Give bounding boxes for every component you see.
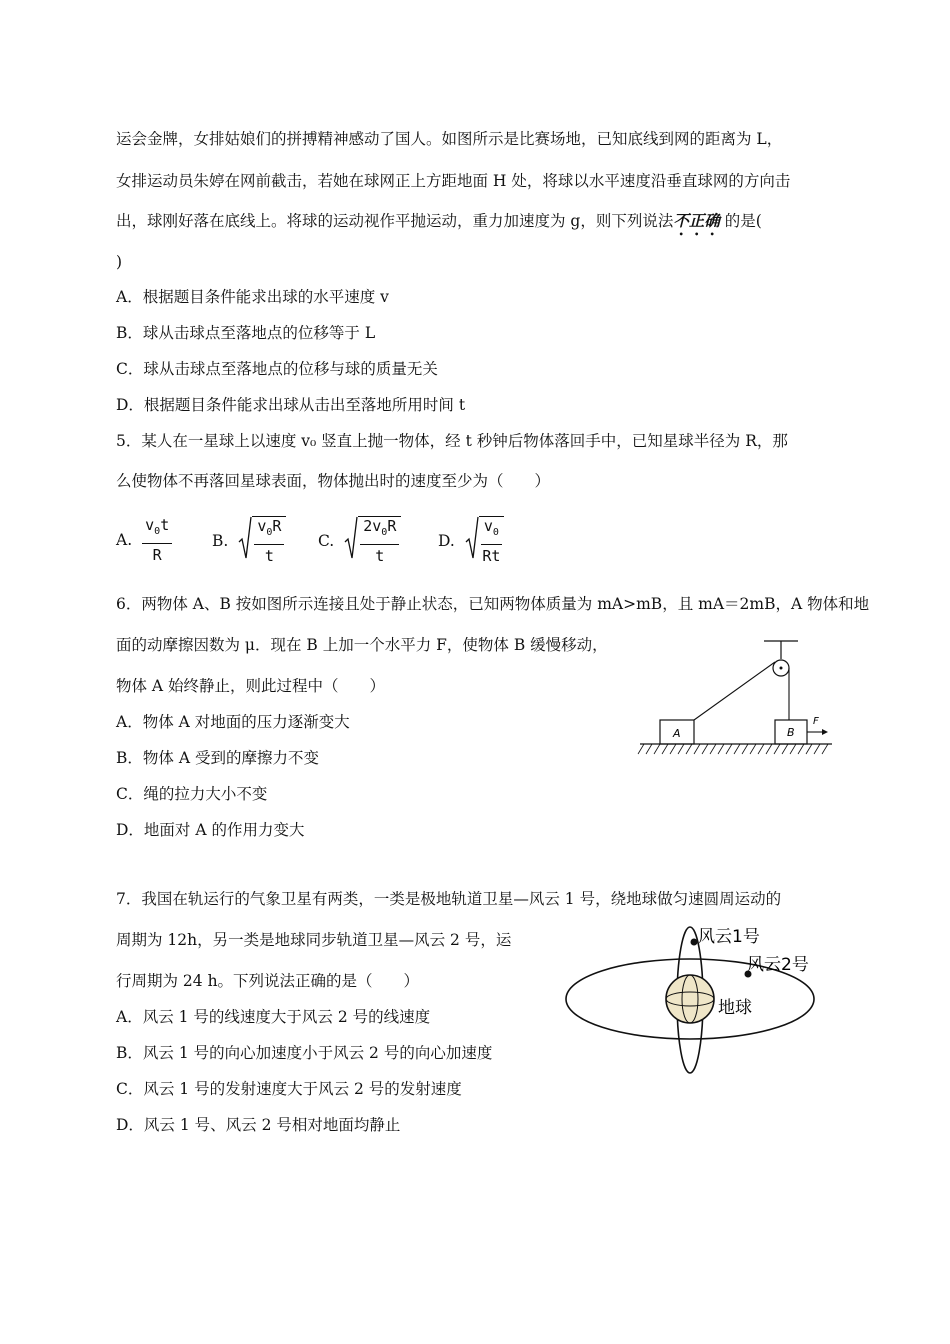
q6-line-2: 面的动摩擦因数为 μ．现在 B 上加一个水平力 F，使物体 B 缓慢移动， bbox=[116, 636, 608, 654]
q5-d-den: Rt bbox=[482, 547, 501, 565]
q7-line-2: 周期为 12h，另一类是地球同步轨道卫星—风云 2 号，运 bbox=[116, 931, 512, 949]
fengyun-1-satellite-icon bbox=[691, 939, 698, 946]
q6-option-c: C．绳的拉力大小不变 bbox=[116, 785, 268, 803]
q5-line-1: 5．某人在一星球上以速度 v₀ 竖直上抛一物体，经 t 秒钟后物体落回手中，已知星球半径为 R，那 bbox=[116, 432, 788, 450]
q5-option-a-fraction bbox=[142, 516, 172, 564]
q5-option-b-label: B. bbox=[212, 531, 229, 550]
q5-b-sub: 0 bbox=[266, 527, 273, 538]
q4-option-d: D．根据题目条件能求出球从击出至落地所用时间 t bbox=[116, 396, 466, 414]
q5-option-d bbox=[438, 516, 504, 565]
q5-option-c-sqrt bbox=[344, 516, 401, 565]
q5-a-num: v bbox=[145, 516, 155, 534]
q5-b-num-rest: R bbox=[272, 517, 282, 535]
q4-option-a: A．根据题目条件能求出球的水平速度 v bbox=[116, 288, 389, 306]
block-a-label: A bbox=[673, 727, 681, 740]
force-label: F bbox=[813, 716, 819, 727]
q7-option-c: C．风云 1 号的发射速度大于风云 2 号的发射速度 bbox=[116, 1080, 462, 1098]
q5-option-b bbox=[212, 516, 286, 565]
q6-option-a: A．物体 A 对地面的压力逐渐变大 bbox=[116, 713, 350, 731]
q4-line-3-end: 的是( bbox=[719, 212, 762, 230]
pulley-diagram bbox=[636, 634, 836, 764]
q5-d-sub: 0 bbox=[492, 527, 499, 538]
q5-a-num-rest: t bbox=[160, 516, 170, 534]
q4-option-c: C．球从击球点至落地点的位移与球的质量无关 bbox=[116, 360, 438, 378]
q4-line-3 bbox=[116, 210, 762, 239]
fengyun-2-label: 风云2号 bbox=[747, 955, 809, 975]
q4-option-b: B．球从击球点至落地点的位移等于 L bbox=[116, 324, 376, 342]
q4-emphasis: 不正确 bbox=[673, 212, 720, 230]
q6-option-d: D．地面对 A 的作用力变大 bbox=[116, 821, 305, 839]
q7-line-1: 7．我国在轨运行的气象卫星有两类，一类是极地轨道卫星—风云 1 号，绕地球做匀速圆周运动的 bbox=[116, 890, 782, 908]
q4-line-3-text: 出，球刚好落在底线上。将球的运动视作平抛运动，重力加速度为 g，则下列说法 bbox=[116, 212, 674, 230]
q5-option-b-sqrt bbox=[238, 516, 286, 565]
q5-option-a bbox=[116, 516, 172, 564]
q5-option-a-label: A. bbox=[116, 531, 133, 549]
q7-option-d: D．风云 1 号、风云 2 号相对地面均静止 bbox=[116, 1116, 401, 1134]
satellite-orbit-diagram bbox=[560, 920, 822, 1080]
q5-c-den: t bbox=[375, 547, 385, 565]
q6-option-b: B．物体 A 受到的摩擦力不变 bbox=[116, 749, 319, 767]
q4-line-2: 女排运动员朱婷在网前截击，若她在球网正上方距地面 H 处，将球以水平速度沿垂直球网的方向击 bbox=[116, 172, 791, 190]
q5-c-num-rest: R bbox=[387, 517, 397, 535]
q5-option-c bbox=[318, 516, 401, 565]
fengyun-1-label: 风云1号 bbox=[698, 927, 760, 947]
q7-line-3: 行周期为 24 h。下列说法正确的是（ ） bbox=[116, 972, 420, 990]
q5-line-2: 么使物体不再落回星球表面，物体抛出时的速度至少为（ ） bbox=[116, 472, 551, 490]
q5-option-d-label: D. bbox=[438, 531, 455, 550]
q7-option-b: B．风云 1 号的向心加速度小于风云 2 号的向心加速度 bbox=[116, 1044, 493, 1062]
q5-a-den: R bbox=[152, 546, 162, 564]
q5-option-d-sqrt bbox=[465, 516, 504, 565]
q4-line-1: 运会金牌，女排姑娘们的拼搏精神感动了国人。如图所示是比赛场地，已知底线到网的距离为 L， bbox=[116, 130, 783, 148]
earth-icon bbox=[666, 975, 714, 1023]
block-b-label: B bbox=[787, 726, 795, 739]
q6-line-3: 物体 A 始终静止，则此过程中（ ） bbox=[116, 677, 386, 695]
q5-c-num: 2v bbox=[363, 517, 382, 535]
q5-d-num: v bbox=[483, 517, 493, 535]
q5-b-den: t bbox=[264, 547, 274, 565]
q6-line-1: 6．两物体 A、B 按如图所示连接且处于静止状态，已知两物体质量为 mA>mB，且 mA＝2mB，A 物体和地 bbox=[116, 595, 870, 613]
q7-option-a: A．风云 1 号的线速度大于风云 2 号的线速度 bbox=[116, 1008, 431, 1026]
q5-a-sub: 0 bbox=[154, 526, 161, 537]
q4-line-4: ) bbox=[116, 253, 123, 271]
q5-c-sub: 0 bbox=[381, 527, 388, 538]
q5-b-num: v bbox=[257, 517, 267, 535]
q5-option-c-label: C. bbox=[318, 531, 335, 550]
earth-label: 地球 bbox=[718, 998, 752, 1018]
